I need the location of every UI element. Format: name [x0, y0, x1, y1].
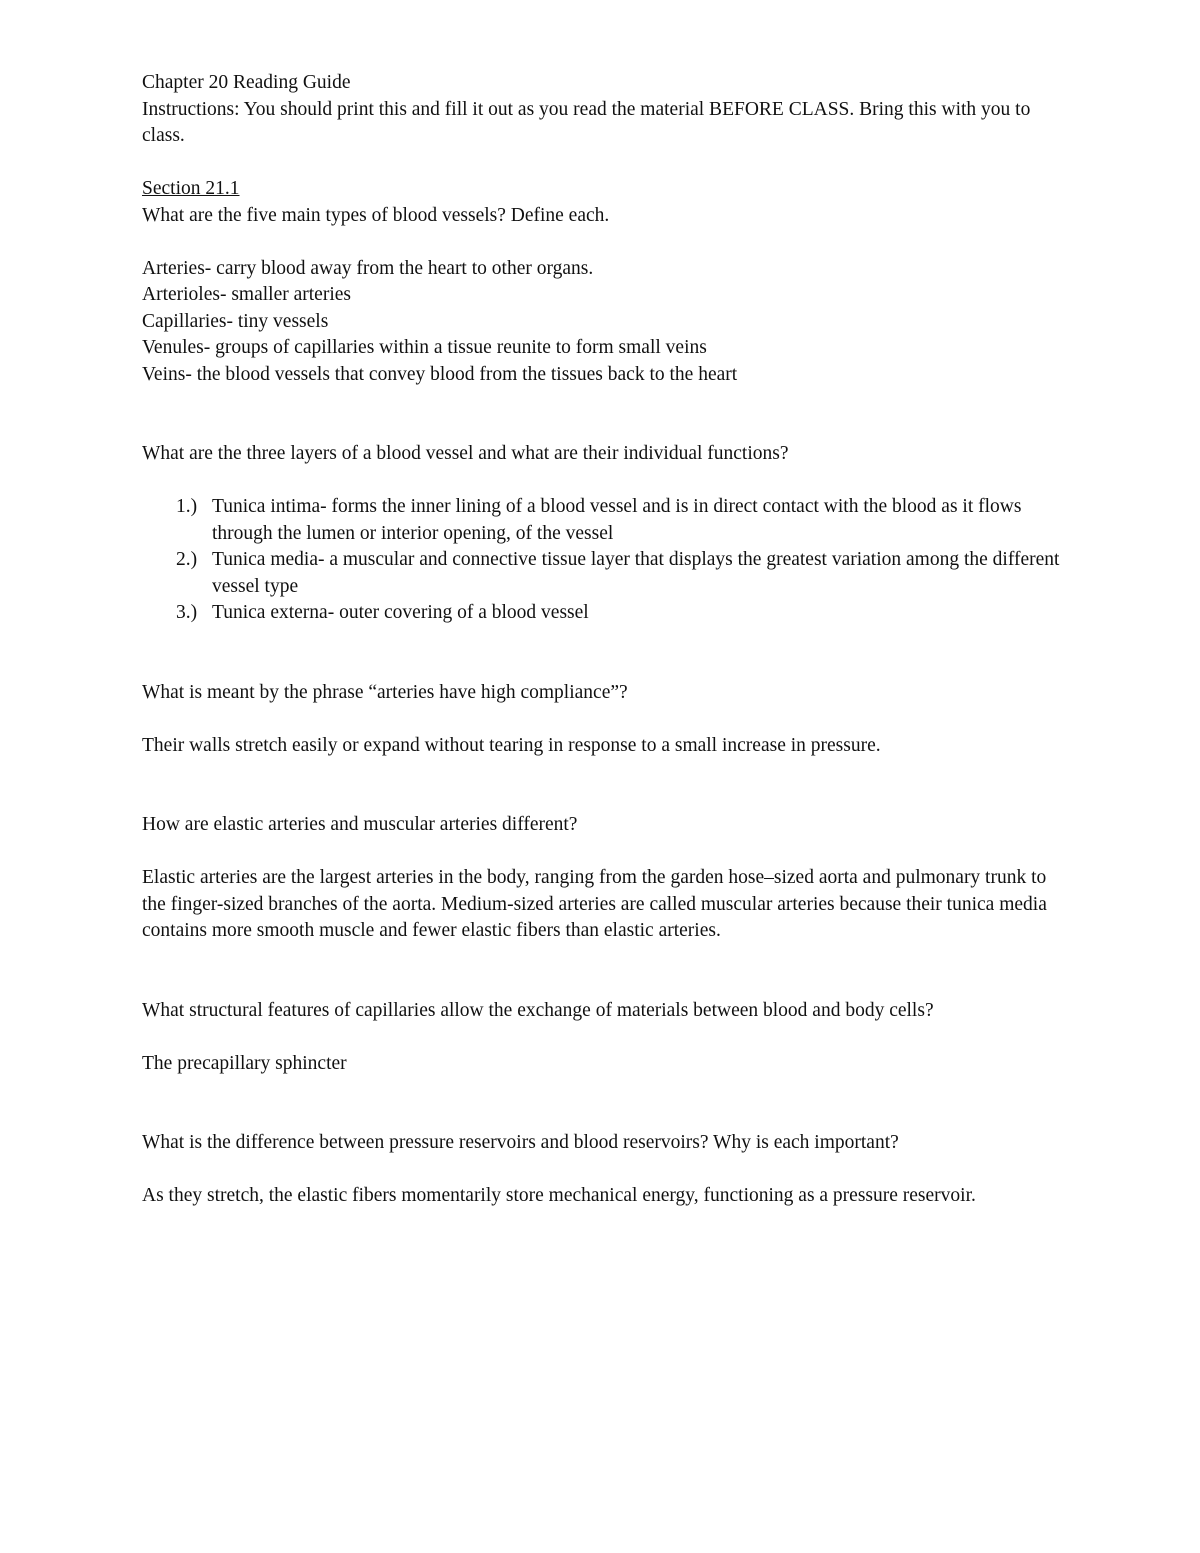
question-3: What is meant by the phrase “arteries have high compliance”? — [142, 681, 628, 703]
answer-1-veins: Veins- the blood vessels that convey blood from the tissues back to the heart — [142, 363, 738, 385]
answer-5: The precapillary sphincter — [142, 1052, 347, 1074]
answer-1-venules: Venules- groups of capillaries within a tissue reunite to form small veins — [142, 337, 707, 358]
section-heading: Section 21.1 — [142, 178, 240, 199]
answer-3: Their walls stretch easily or expand without tearing in response to a small increase in pressure. — [142, 734, 881, 756]
document-title: Chapter 20 Reading Guide — [142, 72, 351, 93]
answer-1-list — [142, 256, 1072, 389]
question-4: How are elastic arteries and muscular arteries different? — [142, 814, 578, 835]
question-2: What are the three layers of a blood vessel and what are their individual functions? — [142, 443, 789, 464]
instructions-text: Instructions: You should print this and fill it out as you read the material BEFORE CLASS. Bring this with you to class. — [142, 98, 1031, 146]
answer-1-arteries: Arteries- carry blood away from the heart to other organs. — [142, 257, 594, 279]
list-item-text: Tunica externa- outer covering of a blood vessel — [212, 602, 589, 623]
answer-4: Elastic arteries are the largest arteries in the body, ranging from the garden hose–sized aorta and pulmonary trunk to the finger-sized branches of the aorta. Medium-sized arteries are called muscular arteries because their tunica media contains more smooth muscle and fewer elastic fibers than elastic arteries. — [142, 867, 1047, 941]
list-item-number: 2.) — [176, 549, 198, 570]
list-item — [142, 547, 1072, 600]
list-item — [142, 494, 1072, 547]
list-item — [142, 600, 1072, 627]
document-body — [142, 70, 1072, 1210]
question-5: What structural features of capillaries allow the exchange of materials between blood and body cells? — [142, 999, 934, 1021]
list-item-text: Tunica intima- forms the inner lining of a blood vessel and is in direct contact with the blood as it flows through the lumen or interior opening, of the vessel — [212, 496, 1022, 544]
answer-1-capillaries: Capillaries- tiny vessels — [142, 310, 329, 332]
question-6: What is the difference between pressure reservoirs and blood reservoirs? Why is each important? — [142, 1132, 899, 1153]
answer-1-arterioles: Arterioles- smaller arteries — [142, 284, 351, 305]
list-item-number: 1.) — [176, 496, 198, 517]
list-item-number: 3.) — [176, 602, 198, 623]
question-1: What are the five main types of blood vessels? Define each. — [142, 204, 610, 226]
answer-6: As they stretch, the elastic fibers momentarily store mechanical energy, functioning as a pressure reservoir. — [142, 1185, 976, 1206]
answer-2-list — [142, 494, 1072, 627]
list-item-text: Tunica media- a muscular and connective tissue layer that displays the greatest variation among the different vessel type — [212, 549, 1060, 597]
